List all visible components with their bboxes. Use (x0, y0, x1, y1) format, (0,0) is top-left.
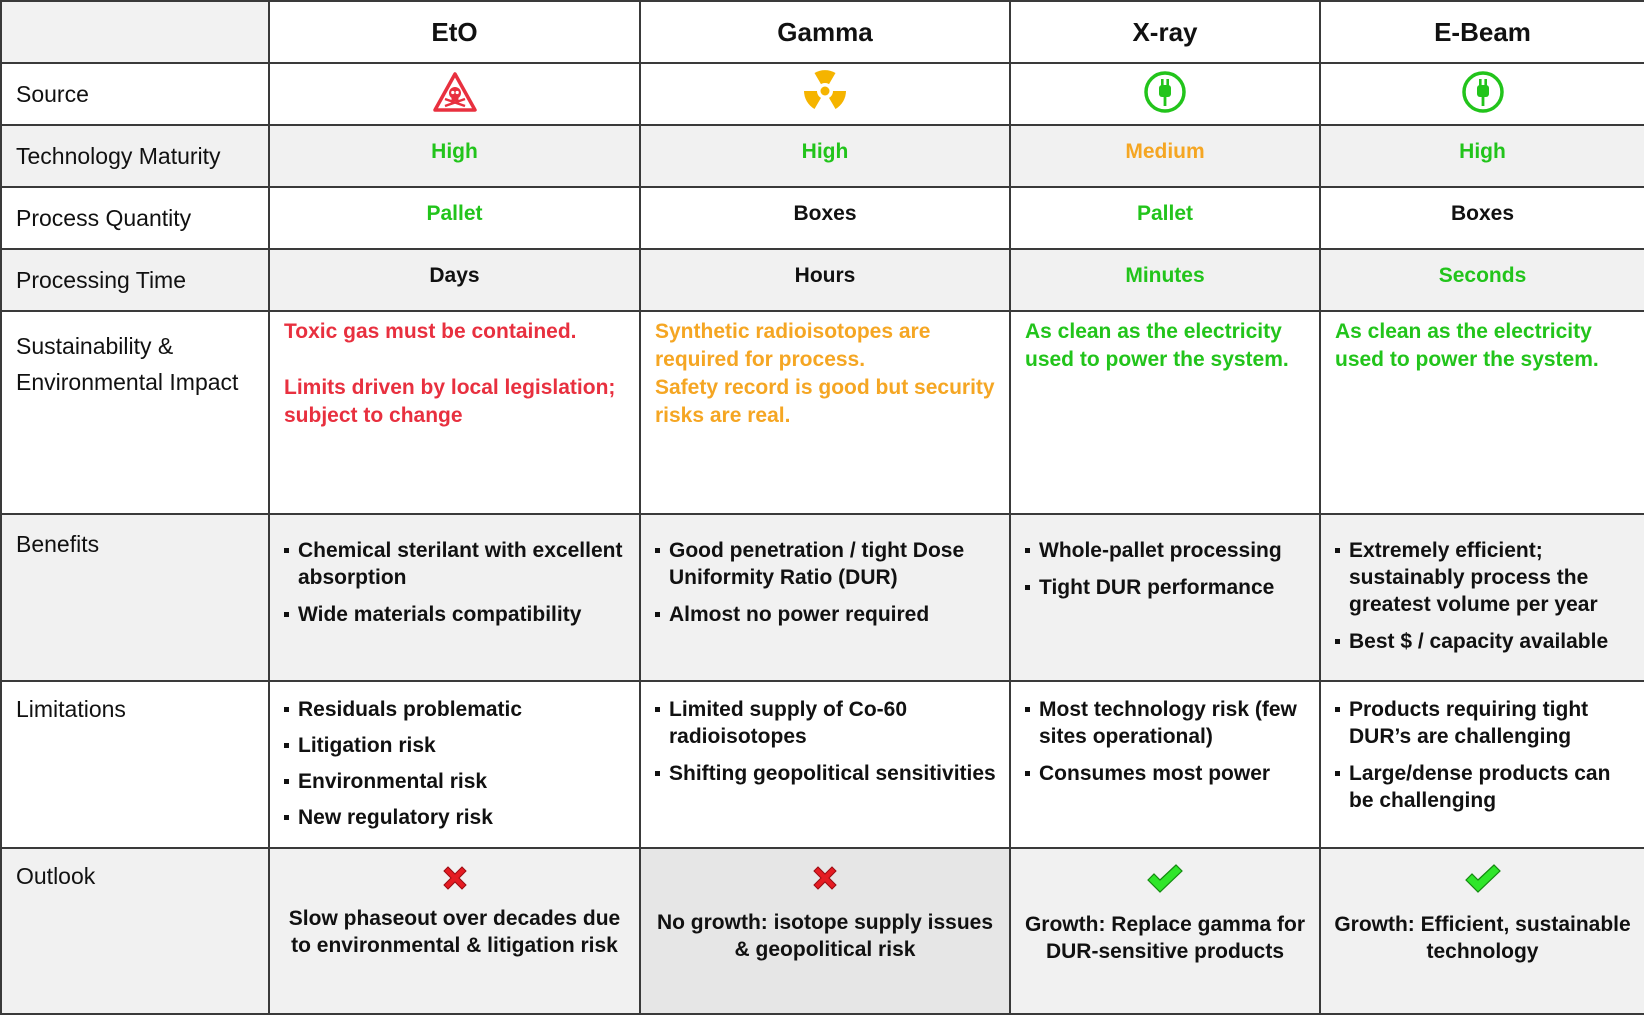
list-item: Limited supply of Co-60 radioisotopes (655, 696, 999, 750)
sustainability-ebeam (1320, 311, 1644, 514)
maturity-gamma: High (640, 125, 1010, 187)
list-item: Most technology risk (few sites operational) (1025, 696, 1309, 750)
maturity-row (1, 125, 1644, 187)
outlook-eto (269, 848, 640, 1014)
list-item: Consumes most power (1025, 760, 1309, 787)
list-item: Litigation risk (284, 732, 629, 759)
column-header-gamma: Gamma (640, 1, 1010, 63)
row-label-outlook: Outlook (1, 848, 269, 1014)
outlook-ebeam (1320, 848, 1644, 1014)
list-item: Almost no power required (655, 601, 999, 628)
list-item: Extremely efficient; sustainably process the greatest volume per year (1335, 537, 1634, 618)
sustainability-gamma (640, 311, 1010, 514)
maturity-xray: Medium (1010, 125, 1320, 187)
header-row (1, 1, 1644, 63)
list-item: Shifting geopolitical sensitivities (655, 760, 999, 787)
time-ebeam: Seconds (1320, 249, 1644, 311)
quantity-gamma: Boxes (640, 187, 1010, 249)
source-cell-gamma (640, 63, 1010, 125)
column-header-ebeam: E-Beam (1320, 1, 1644, 63)
row-label-maturity: Technology Maturity (1, 125, 269, 187)
source-cell-eto (269, 63, 640, 125)
list-item: Residuals problematic (284, 696, 629, 723)
list-item: Environmental risk (284, 768, 629, 795)
limitations-gamma (640, 681, 1010, 848)
list-item: New regulatory risk (284, 804, 629, 831)
sustainability-gamma-text: Synthetic radioisotopes are required for process. (655, 320, 931, 371)
corner-cell (1, 1, 269, 63)
row-label-sustainability-line2: Environmental Impact (16, 369, 239, 395)
row-label-source: Source (1, 63, 269, 125)
outlook-gamma-text: No growth: isotope supply issues & geopolitical risk (656, 911, 994, 961)
sustainability-row (1, 311, 1644, 514)
list-item: Whole-pallet processing (1025, 537, 1309, 564)
outlook-eto-text: Slow phaseout over decades due to environmental & litigation risk (288, 907, 621, 957)
benefits-gamma (640, 514, 1010, 681)
list-item: Good penetration / tight Dose Uniformity Ratio (DUR) (655, 537, 999, 591)
row-label-sustainability-line1: Sustainability & (16, 333, 174, 359)
outlook-row (1, 848, 1644, 1014)
source-row (1, 63, 1644, 125)
red-x-icon (440, 863, 470, 893)
electric-plug-icon (1460, 69, 1506, 115)
limitations-ebeam (1320, 681, 1644, 848)
quantity-xray: Pallet (1010, 187, 1320, 249)
limitations-eto (269, 681, 640, 848)
benefits-eto (269, 514, 640, 681)
list-item: Best $ / capacity available (1335, 628, 1634, 655)
sustainability-xray (1010, 311, 1320, 514)
outlook-gamma (640, 848, 1010, 1014)
benefits-ebeam (1320, 514, 1644, 681)
time-eto: Days (269, 249, 640, 311)
outlook-xray (1010, 848, 1320, 1014)
list-item: Products requiring tight DUR’s are challenging (1335, 696, 1634, 750)
radiation-icon (801, 69, 849, 115)
list-item: Large/dense products can be challenging (1335, 760, 1634, 814)
sustainability-eto (269, 311, 640, 514)
sustainability-eto-text: Limits driven by local legislation; subject to change (284, 376, 616, 427)
row-label-sustainability (1, 311, 269, 514)
sustainability-ebeam-text: As clean as the electricity used to power the system. (1335, 320, 1599, 371)
quantity-ebeam: Boxes (1320, 187, 1644, 249)
row-label-limitations: Limitations (1, 681, 269, 848)
sustainability-xray-text: As clean as the electricity used to power the system. (1025, 320, 1289, 371)
list-item: Wide materials compatibility (284, 601, 629, 628)
maturity-ebeam: High (1320, 125, 1644, 187)
column-header-xray: X-ray (1010, 1, 1320, 63)
sustainability-gamma-text: Safety record is good but security risks are real. (655, 376, 995, 427)
row-label-time: Processing Time (1, 249, 269, 311)
outlook-xray-text: Growth: Replace gamma for DUR-sensitive products (1024, 913, 1306, 963)
list-item: Tight DUR performance (1025, 574, 1309, 601)
time-xray: Minutes (1010, 249, 1320, 311)
quantity-row (1, 187, 1644, 249)
time-row (1, 249, 1644, 311)
maturity-eto: High (269, 125, 640, 187)
benefits-row (1, 514, 1644, 681)
benefits-xray (1010, 514, 1320, 681)
list-item: Chemical sterilant with excellent absorption (284, 537, 629, 591)
red-x-icon (810, 863, 840, 893)
time-gamma: Hours (640, 249, 1010, 311)
source-cell-ebeam (1320, 63, 1644, 125)
quantity-eto: Pallet (269, 187, 640, 249)
green-check-icon (1145, 863, 1185, 895)
limitations-xray (1010, 681, 1320, 848)
sustainability-eto-text: Toxic gas must be contained. (284, 320, 577, 343)
green-check-icon (1463, 863, 1503, 895)
outlook-ebeam-text: Growth: Efficient, sustainable technology (1334, 913, 1631, 963)
source-cell-xray (1010, 63, 1320, 125)
row-label-quantity: Process Quantity (1, 187, 269, 249)
electric-plug-icon (1142, 69, 1188, 115)
column-header-eto: EtO (269, 1, 640, 63)
row-label-benefits: Benefits (1, 514, 269, 681)
limitations-row (1, 681, 1644, 848)
hazard-skull-icon (432, 71, 478, 113)
